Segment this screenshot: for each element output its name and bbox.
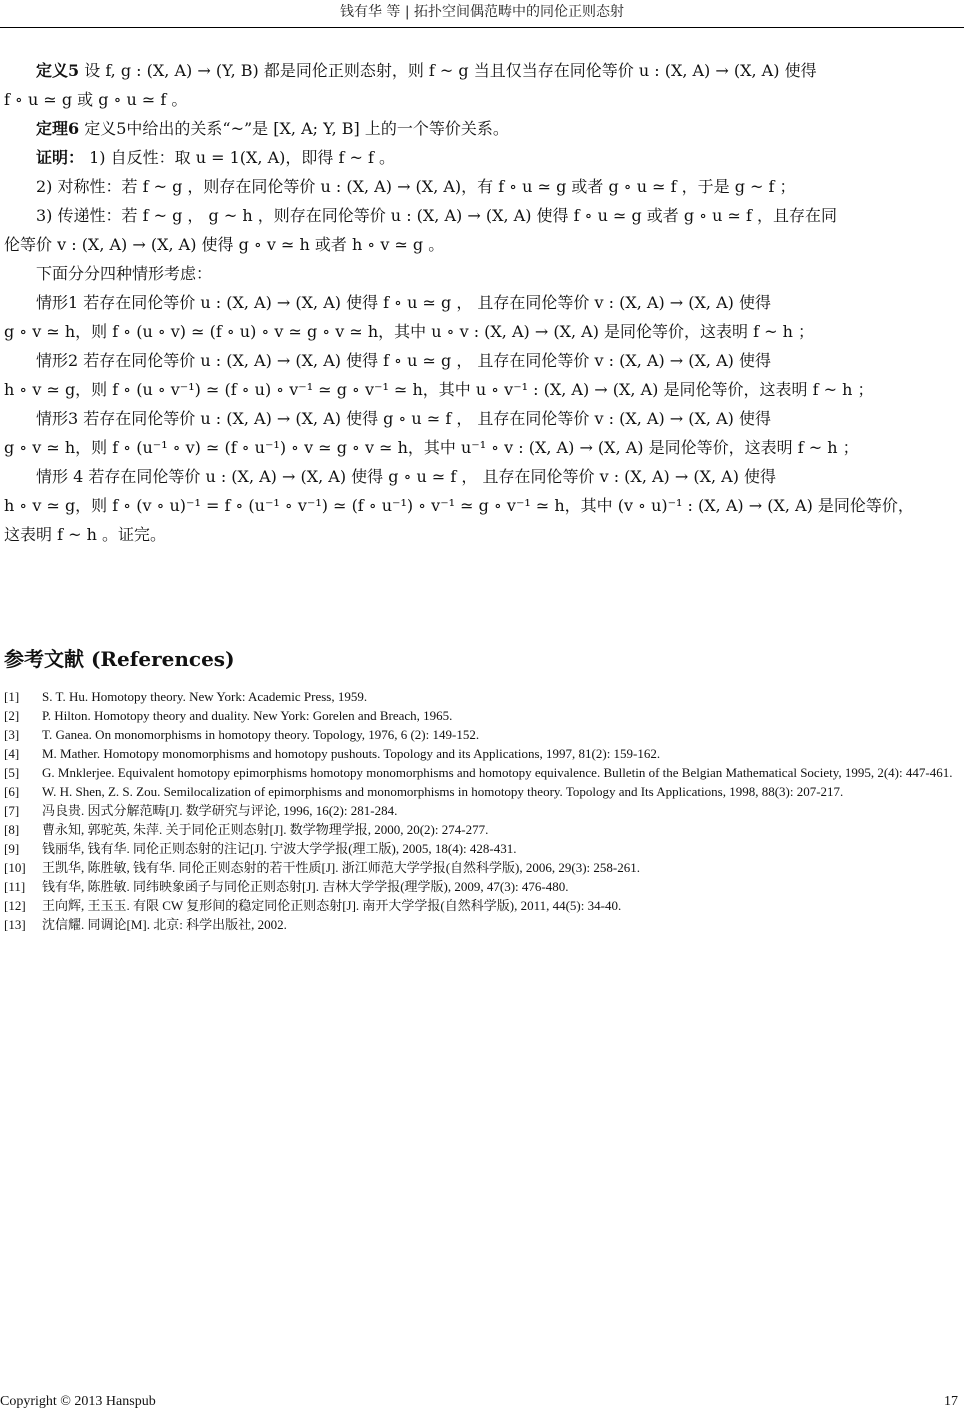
case-4-line2: h ∘ v ≃ g，则 f ∘ (v ∘ u)⁻¹ = f ∘ (u⁻¹ ∘ v⁻¹) ≃ (f ∘ u⁻¹) ∘ v⁻¹ ≃ g ∘ v⁻¹ ≃ h，其中 (v ∘ u)⁻¹ : (X, A) → (X, A) 是同伦等价， — [4, 496, 914, 515]
reference-number: [8] — [4, 822, 20, 837]
case-1-line2: g ∘ v ≃ h，则 f ∘ (u ∘ v) ≃ (f ∘ u) ∘ v ≃ g ∘ v ≃ h，其中 u ∘ v : (X, A) → (X, A) 是同伦等价，这表明 f ~ h ； — [4, 322, 815, 341]
reference-item — [4, 897, 962, 915]
reference-text: 钱丽华, 钱有华. 同伦正则态射的注记[J]. 宁波大学学报(理工版), 2005, 18(4): 428-431. — [42, 841, 517, 856]
reference-text: 钱有华, 陈胜敏. 同纬映象函子与同伦正则态射[J]. 吉林大学学报(理学版), 2009, 47(3): 476-480. — [42, 879, 569, 894]
reference-item — [4, 783, 962, 801]
reference-item — [4, 916, 962, 934]
reference-number: [5] — [4, 765, 20, 780]
definition-5-label: 定义5 — [36, 61, 80, 80]
reference-text: W. H. Shen, Z. S. Zou. Semilocalization of epimorphisms and monomorphisms in homotopy theory. Topology and Its Applications, 1998, 88(3): 207-217. — [42, 784, 844, 799]
reference-number: [9] — [4, 841, 20, 856]
theorem-6 — [4, 114, 960, 143]
case-1-line1: 情形1 若存在同伦等价 u : (X, A) → (X, A) 使得 f ∘ u ≃ g ， 且存在同伦等价 v : (X, A) → (X, A) 使得 — [36, 293, 771, 312]
reference-item — [4, 802, 962, 820]
reference-number: [1] — [4, 689, 20, 704]
reference-text: S. T. Hu. Homotopy theory. New York: Academic Press, 1959. — [42, 689, 368, 704]
reference-number: [13] — [4, 917, 26, 932]
case-3-line1: 情形3 若存在同伦等价 u : (X, A) → (X, A) 使得 g ∘ u ≃ f ， 且存在同伦等价 v : (X, A) → (X, A) 使得 — [36, 409, 771, 428]
proof-transitive-line1: 3) 传递性：若 f ~ g ， g ~ h ，则存在同伦等价 u : (X, A) → (X, A) 使得 f ∘ u ≃ g 或者 g ∘ u ≃ f ，且存在同 — [36, 206, 838, 225]
proof-reflexive: 1) 自反性：取 u = 1(X, A)，即得 f ~ f 。 — [89, 148, 395, 167]
reference-item — [4, 745, 962, 763]
proof-part-1 — [4, 143, 960, 172]
reference-number: [2] — [4, 708, 20, 723]
reference-text: G. Mnklerjee. Equivalent homotopy epimorphisms homotopy monomorphisms and homotopy equivalence. Bulletin of the Belgian Mathematical Society, 1995, 2(4): 447-461. — [42, 765, 953, 780]
theorem-6-label: 定理6 — [36, 119, 80, 138]
running-header — [0, 0, 964, 30]
proof-symmetric: 2) 对称性：若 f ~ g ，则存在同伦等价 u : (X, A) → (X, A)，有 f ∘ u ≃ g 或者 g ∘ u ≃ f ，于是 g ~ f ； — [36, 177, 796, 196]
definition-5 — [4, 56, 960, 85]
running-title: 钱有华 等 | 拓扑空间偶范畴中的同伦正则态射 — [339, 4, 625, 20]
copyright-notice: Copyright © 2013 Hanspub — [0, 1394, 156, 1409]
reference-text: 曹永知, 郭驼英, 朱萍. 关于同伦正则态射[J]. 数学物理学报, 2000, 20(2): 274-277. — [42, 822, 489, 837]
cases-intro: 下面分分四种情形考虑： — [36, 264, 213, 283]
reference-number: [11] — [4, 879, 26, 894]
reference-text: T. Ganea. On monomorphisms in homotopy theory. Topology, 1976, 6 (2): 149-152. — [42, 727, 480, 742]
case-2-line1: 情形2 若存在同伦等价 u : (X, A) → (X, A) 使得 f ∘ u ≃ g ， 且存在同伦等价 v : (X, A) → (X, A) 使得 — [36, 351, 771, 370]
reference-text: 冯良贵. 因式分解范畴[J]. 数学研究与评论, 1996, 16(2): 281-284. — [42, 803, 398, 818]
reference-list — [4, 688, 962, 935]
reference-text: 沈信耀. 同调论[M]. 北京: 科学出版社, 2002. — [42, 917, 287, 932]
proof-label: 证明： — [36, 148, 85, 167]
reference-text: P. Hilton. Homotopy theory and duality. New York: Gorelen and Breach, 1965. — [42, 708, 453, 723]
reference-item — [4, 707, 962, 725]
reference-item — [4, 688, 962, 706]
theorem-6-text: 定义5中给出的关系“~”是 [X, A; Y, B] 上的一个等价关系。 — [84, 119, 509, 138]
definition-5-line1: 设 f, g : (X, A) → (Y, B) 都是同伦正则态射，则 f ~ g 当且仅当存在同伦等价 u : (X, A) → (X, A) 使得 — [84, 61, 817, 80]
references-heading: 参考文献 (References) — [4, 647, 235, 671]
reference-item — [4, 859, 962, 877]
reference-item — [4, 821, 962, 839]
main-body — [4, 56, 960, 549]
reference-item — [4, 764, 962, 782]
reference-number: [6] — [4, 784, 20, 799]
reference-number: [4] — [4, 746, 20, 761]
page-number: 17 — [944, 1394, 958, 1409]
case-3-line2: g ∘ v ≃ h，则 f ∘ (u⁻¹ ∘ v) ≃ (f ∘ u⁻¹) ∘ v ≃ g ∘ v ≃ h，其中 u⁻¹ ∘ v : (X, A) → (X, A) 是同伦等价，这表明 f ~ h ； — [4, 438, 859, 457]
case-2-line2: h ∘ v ≃ g，则 f ∘ (u ∘ v⁻¹) ≃ (f ∘ u) ∘ v⁻¹ ≃ g ∘ v⁻¹ ≃ h，其中 u ∘ v⁻¹ : (X, A) → (X, A) 是同伦等价，这表明 f ~ h ； — [4, 380, 874, 399]
header-rule — [0, 27, 964, 28]
case-4-line1: 情形 4 若存在同伦等价 u : (X, A) → (X, A) 使得 g ∘ u ≃ f ， 且存在同伦等价 v : (X, A) → (X, A) 使得 — [36, 467, 777, 486]
reference-number: [10] — [4, 860, 26, 875]
reference-item — [4, 840, 962, 858]
reference-item — [4, 878, 962, 896]
reference-text: 王凯华, 陈胜敏, 钱有华. 同伦正则态射的若干性质[J]. 浙江师范大学学报(自然科学版), 2006, 29(3): 258-261. — [42, 860, 640, 875]
reference-text: M. Mather. Homotopy monomorphisms and homotopy pushouts. Topology and its Applications, 1997, 81(2): 159-162. — [42, 746, 661, 761]
reference-number: [7] — [4, 803, 20, 818]
proof-transitive-line2: 伦等价 v : (X, A) → (X, A) 使得 g ∘ v ≃ h 或者 h ∘ v ≃ g 。 — [4, 235, 445, 254]
reference-number: [12] — [4, 898, 26, 913]
reference-number: [3] — [4, 727, 20, 742]
reference-text: 王向辉, 王玉玉. 有限 CW 复形间的稳定同伦正则态射[J]. 南开大学学报(自然科学版), 2011, 44(5): 34-40. — [42, 898, 622, 913]
case-4-line3: 这表明 f ~ h 。证完。 — [4, 525, 166, 544]
definition-5-line2: f ∘ u ≃ g 或 g ∘ u ≃ f 。 — [4, 90, 188, 109]
reference-item — [4, 726, 962, 744]
